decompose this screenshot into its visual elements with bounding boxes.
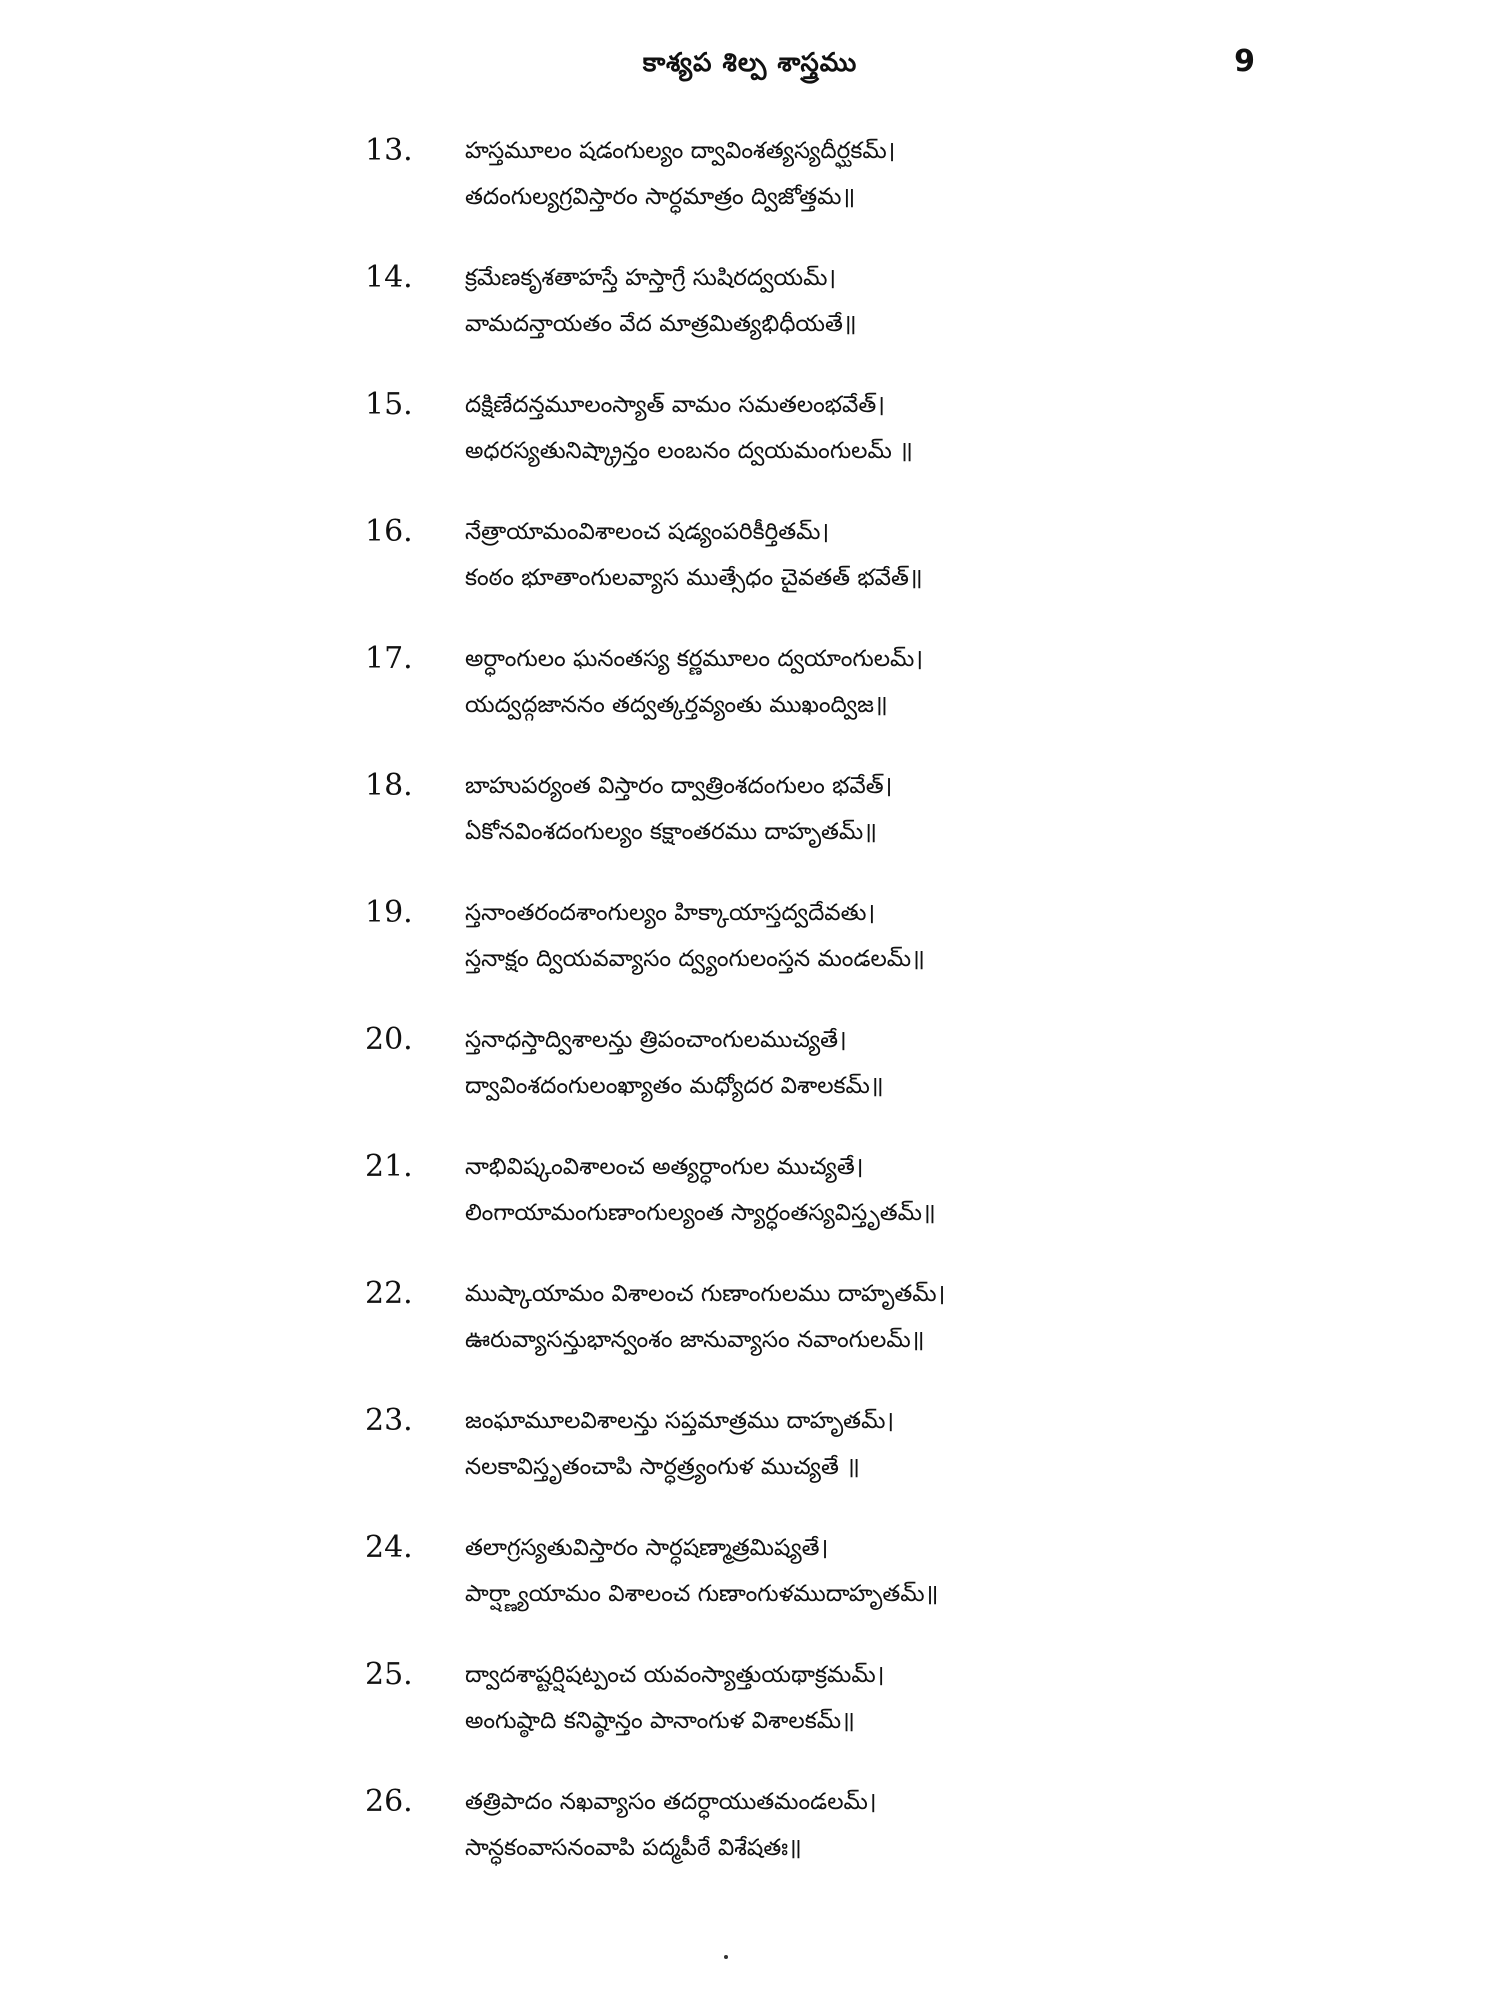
verse-line: నాభివిష్కంవిశాలంచ అత్యర్ధాంగుల ముచ్యతే।: [465, 1154, 864, 1180]
verse-number: 13.: [365, 133, 413, 168]
verse-line: తత్రిపాదం నఖవ్యాసం తదర్ధాయుతమండలమ్।: [465, 1789, 877, 1815]
verse-line: లింగాయామంగుణాంగుల్యంత స్యార్ధంతస్యవిస్తృతమ్॥: [465, 1200, 936, 1226]
verse-line: సాన్ధకంవాసనంవాపి పద్మపీఠే విశేషతః॥: [465, 1835, 802, 1861]
verse-number: 26.: [365, 1784, 413, 1819]
verse-line: ఏకోనవింశదంగుల్యం కక్షాంతరము దాహృతమ్॥: [465, 819, 878, 845]
verse-17: [365, 636, 1235, 763]
verse-14: [365, 255, 1235, 382]
verse-21: [365, 1144, 1235, 1271]
verse-list: [365, 128, 1235, 1906]
verse-line: ద్వాదశాష్టర్షిషట్పంచ యవంస్యాత్తుయథాక్రమమ్।: [465, 1662, 885, 1688]
verse-24: [365, 1525, 1235, 1652]
verse-15: [365, 382, 1235, 509]
verse-line: నేత్రాయామంవిశాలంచ షడ్యంపరికీర్తితమ్।: [465, 519, 830, 545]
verse-23: [365, 1398, 1235, 1525]
verse-line: స్తనాంతరందశాంగుల్యం హిక్కాయాస్తద్వదేవతు।: [465, 900, 876, 926]
verse-line: తదంగుల్యగ్రవిస్తారం సార్ధమాత్రం ద్విజోత్తమ॥: [465, 184, 856, 210]
verse-line: తలాగ్రస్యతువిస్తారం సార్ధషణ్మాత్రమిష్యతే।: [465, 1535, 829, 1561]
verse-line: క్రమేణకృశతాహస్తే హస్తాగ్రే సుషిరద్వయమ్।: [465, 265, 837, 291]
verse-line: దక్షిణేదన్తమూలంస్యాత్ వామం సమతలంభవేత్।: [465, 392, 885, 418]
verse-line: స్తనాక్షం ద్వియవవ్యాసం ద్వ్యంగులంస్తన మండలమ్॥: [465, 946, 925, 972]
verse-number: 14.: [365, 260, 413, 295]
verse-line: నలకావిస్తృతంచాపి సార్ధత్ర్యంగుళ ముచ్యతే ॥: [465, 1454, 860, 1480]
verse-number: 25.: [365, 1657, 413, 1692]
verse-number: 16.: [365, 514, 413, 549]
verse-19: [365, 890, 1235, 1017]
verse-line: ఊరువ్యాసన్తుభాన్వంశం జానువ్యాసం నవాంగులమ్॥: [465, 1327, 925, 1353]
verse-line: అధరస్యతునిష్క్రాన్తం లంబనం ద్వయమంగులమ్ ॥: [465, 438, 913, 464]
verse-20: [365, 1017, 1235, 1144]
verse-line: హస్తమూలం షడంగుల్యం ద్వావింశత్యస్యదీర్ఘకమ్।: [465, 138, 896, 164]
verse-number: 18.: [365, 768, 413, 803]
verse-number: 17.: [365, 641, 413, 676]
verse-line: అంగుష్ఠాది కనిష్ఠాన్తం పానాంగుళ విశాలకమ్॥: [465, 1708, 855, 1734]
stray-ink-dot: [724, 1955, 728, 1959]
verse-number: 23.: [365, 1403, 413, 1438]
verse-line: యద్వద్గజాననం తద్వత్కర్తవ్యంతు ముఖంద్విజ॥: [465, 692, 888, 718]
verse-line: ముష్కాయామం విశాలంచ గుణాంగులము దాహృతమ్।: [465, 1281, 946, 1307]
verse-number: 19.: [365, 895, 413, 930]
verse-number: 24.: [365, 1530, 413, 1565]
verse-13: [365, 128, 1235, 255]
verse-line: పార్ష్ణ్యాయామం విశాలంచ గుణాంగుళముదాహృతమ్॥: [465, 1581, 939, 1607]
verse-line: ద్వావింశదంగులంఖ్యాతం మధ్యోదర విశాలకమ్॥: [465, 1073, 884, 1099]
verse-line: వామదన్తాయతం వేద మాత్రమిత్యభిధీయతే॥: [465, 311, 857, 337]
verse-26: [365, 1779, 1235, 1906]
verse-22: [365, 1271, 1235, 1398]
running-title: కాశ్యప శిల్ప శాస్త్రము: [642, 48, 858, 78]
verse-line: కంఠం భూతాంగులవ్యాస ముత్సేధం చైవతత్ భవేత్॥: [465, 565, 923, 591]
verse-line: స్తనాధస్తాద్విశాలన్తు త్రిపంచాంగులముచ్యతే।: [465, 1027, 847, 1053]
verse-number: 22.: [365, 1276, 413, 1311]
verse-18: [365, 763, 1235, 890]
verse-line: జంఘామూలవిశాలన్తు సప్తమాత్రము దాహృతమ్।: [465, 1408, 895, 1434]
verse-16: [365, 509, 1235, 636]
verse-line: అర్ధాంగులం ఘనంతస్య కర్ణమూలం ద్వయాంగులమ్।: [465, 646, 924, 672]
verse-25: [365, 1652, 1235, 1779]
verse-number: 21.: [365, 1149, 413, 1184]
verse-line: బాహుపర్యంత విస్తారం ద్వాత్రింశదంగులం భవేత్।: [465, 773, 893, 799]
verse-number: 15.: [365, 387, 413, 422]
verse-number: 20.: [365, 1022, 413, 1057]
page-number: 9: [1234, 44, 1255, 79]
